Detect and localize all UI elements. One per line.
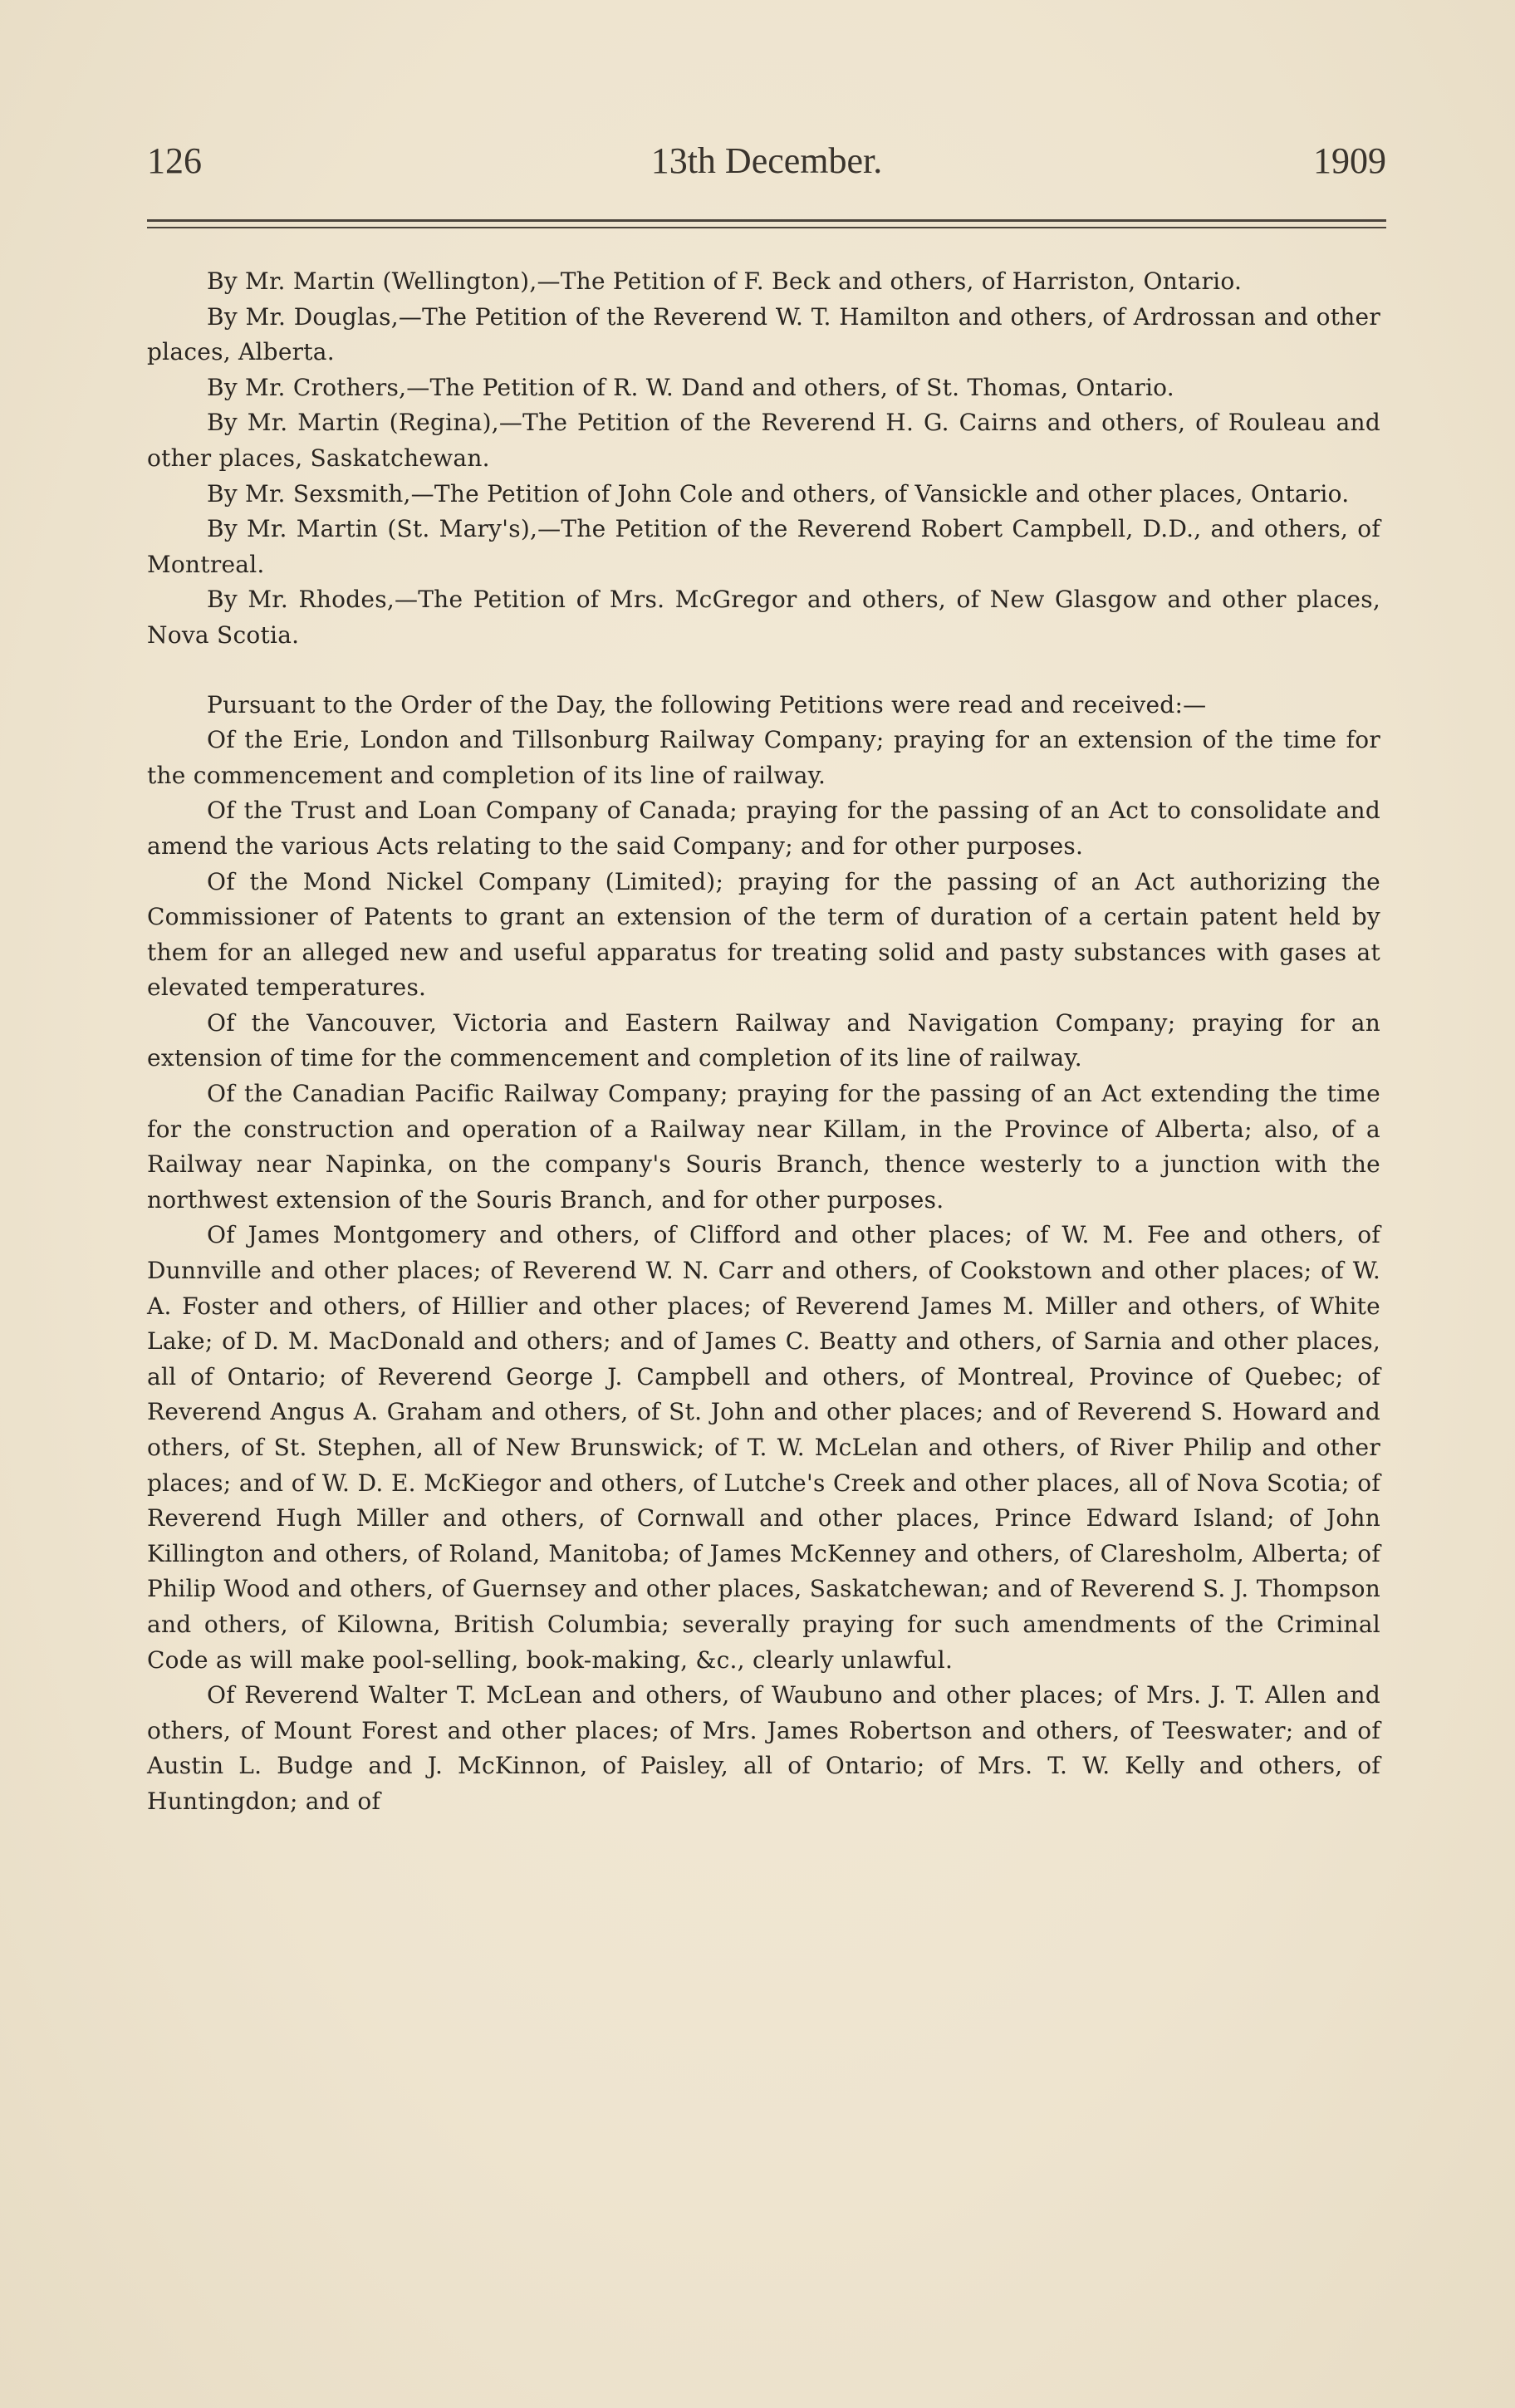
petition-received: Of James Montgomery and others, of Clifford and other places; of W. M. Fee and others, of Dunnville and other places; of Reverend W. N. Carr and others, of Cookstown and other places; of W. A. Foster and others, of Hillier and other places; of Reverend James M. Miller and others, of White Lake; of D. M. MacDonald and others; and of James C. Beatty and others, of Sarnia and other places, all of Ontario; of Reverend George J. Campbell and others, of Montreal, Province of Quebec; of Reverend Angus A. Graham and others, of St. John and other places; and of Reverend S. Howard and others, of St. Stephen, all of New Brunswick; of T. W. McLelan and others, of River Philip and other places; and of W. D. E. McKiegor and others, of Lutche's Creek and other places, all of Nova Scotia; of Reverend Hugh Miller and others, of Cornwall and other places, Prince Edward Island; of John Killington and others, of Roland, Manitoba; of James McKenney and others, of Claresholm, Alberta; of Philip Wood and others, of Guernsey and other places, Saskatchewan; and of Reverend S. J. Thompson and others, of Kilowna, British Columbia; severally praying for such amendments of the Criminal Code as will make pool-selling, book-making, &c., clearly unlawful.	[147, 1221, 1380, 1674]
petition-received: Of the Mond Nickel Company (Limited); praying for the passing of an Act authorizing the Commissioner of Patents to grant an extension of the term of duration of a certain patent held by them for an alleged new and useful apparatus for treating solid and pasty substances with gases at elevated temperatures.	[147, 867, 1380, 1002]
petition-received: Of the Vancouver, Victoria and Eastern Railway and Navigation Company; praying for an extension of time for the commencement and completion of its line of railway.	[147, 1008, 1380, 1072]
petition-received: Of Reverend Walter T. McLean and others, of Waubuno and other places; of Mrs. J. T. Allen and others, of Mount Forest and other places; of Mrs. James Robertson and others, of Teeswater; and of Austin L. Budge and J. McKinnon, of Paisley, all of Ontario; of Mrs. T. W. Kelly and others, of Huntingdon; and of	[147, 1681, 1380, 1815]
petition-presented: By Mr. Martin (St. Mary's),—The Petition of the Reverend Robert Campbell, D.D., and others, of Montreal.	[147, 515, 1380, 578]
petition-presented: By Mr. Rhodes,—The Petition of Mrs. McGregor and others, of New Glasgow and other places, Nova Scotia.	[147, 586, 1380, 649]
petition-presented: By Mr. Crothers,—The Petition of R. W. Dand and others, of St. Thomas, Ontario.	[207, 373, 1174, 401]
petition-received: Of the Canadian Pacific Railway Company; praying for the passing of an Act extending the time for the construction and operation of a Railway near Killam, in the Province of Alberta; also, of a Railway near Napinka, on the company's Souris Branch, thence westerly to a junction with the northwest extension of the Souris Branch, and for other purposes.	[147, 1080, 1380, 1214]
page-date: 13th December.	[650, 140, 883, 181]
petition-received: Of the Trust and Loan Company of Canada; praying for the passing of an Act to consolidate and amend the various Acts relating to the said Company; and for other purposes.	[147, 797, 1380, 860]
page-number: 126	[147, 140, 202, 181]
running-head	[147, 140, 1386, 186]
header-rule-bottom	[147, 227, 1386, 228]
petition-presented: By Mr. Douglas,—The Petition of the Reverend W. T. Hamilton and others, of Ardrossan and other places, Alberta.	[147, 302, 1380, 366]
page-year: 1909	[1313, 140, 1386, 181]
petition-received: Of the Erie, London and Tillsonburg Railway Company; praying for an extension of the time for the commencement and completion of its line of railway.	[147, 726, 1380, 789]
journal-text	[147, 264, 1380, 1820]
petition-presented: By Mr. Martin (Regina),—The Petition of the Reverend H. G. Cairns and others, of Rouleau and other places, Saskatchewan.	[147, 409, 1380, 472]
header-rule-top	[147, 219, 1386, 222]
petition-presented: By Mr. Sexsmith,—The Petition of John Cole and others, of Vansickle and other places, Ontario.	[207, 479, 1350, 508]
order-of-day-paragraph: Pursuant to the Order of the Day, the following Petitions were read and received:—	[207, 690, 1207, 718]
petition-presented: By Mr. Martin (Wellington),—The Petition of F. Beck and others, of Harriston, Ontario.	[207, 267, 1243, 295]
